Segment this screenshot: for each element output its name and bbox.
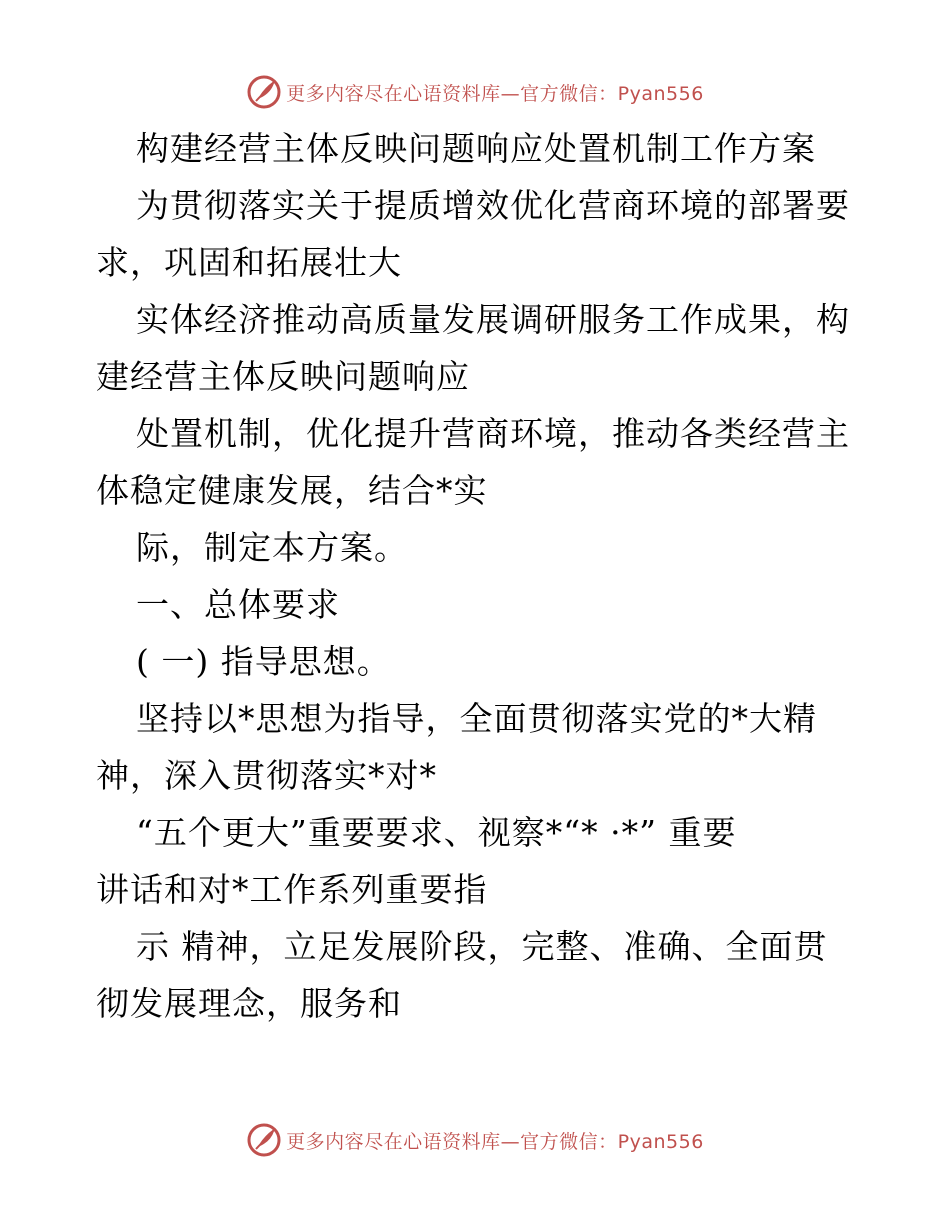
paragraph-line: 讲话和对*工作系列重要指 bbox=[96, 870, 488, 909]
footer-banner bbox=[0, 1118, 950, 1162]
subsection-heading: ( 一) 指导思想。 bbox=[136, 642, 391, 681]
paragraph-line: 处置机制，优化提升营商环境，推动各类经营主 bbox=[136, 414, 850, 453]
paragraph-line: “五个更大”重要要求、视察*“* ·*” 重要 bbox=[136, 813, 737, 852]
paragraph-line: 彻发展理念，服务和 bbox=[96, 984, 402, 1023]
footer-banner-text: 更多内容尽在心语资料库—官方微信：Pyan556 bbox=[286, 1130, 704, 1153]
document-body bbox=[96, 120, 856, 1032]
header-banner-text: 更多内容尽在心语资料库—官方微信：Pyan556 bbox=[286, 82, 704, 105]
section-heading: 一、总体要求 bbox=[136, 585, 340, 624]
paragraph-line: 示 精神，立足发展阶段，完整、准确、全面贯 bbox=[136, 927, 828, 966]
paragraph-line: 求，巩固和拓展壮大 bbox=[96, 243, 402, 282]
paragraph-line: 建经营主体反映问题响应 bbox=[96, 357, 470, 396]
header-banner bbox=[0, 70, 950, 114]
paragraph-line: 神，深入贯彻落实*对* bbox=[96, 756, 437, 795]
feather-circle-logo-icon bbox=[246, 1122, 282, 1158]
paragraph-line: 际，制定本方案。 bbox=[136, 528, 408, 567]
document-title: 构建经营主体反映问题响应处置机制工作方案 bbox=[136, 129, 816, 168]
paragraph-line: 坚持以*思想为指导，全面贯彻落实党的*大精 bbox=[136, 699, 817, 738]
paragraph-line: 体稳定健康发展，结合*实 bbox=[96, 471, 488, 510]
paragraph-line: 为贯彻落实关于提质增效优化营商环境的部署要 bbox=[136, 186, 850, 225]
paragraph-line: 实体经济推动高质量发展调研服务工作成果，构 bbox=[136, 300, 850, 339]
feather-circle-logo-icon bbox=[246, 74, 282, 110]
